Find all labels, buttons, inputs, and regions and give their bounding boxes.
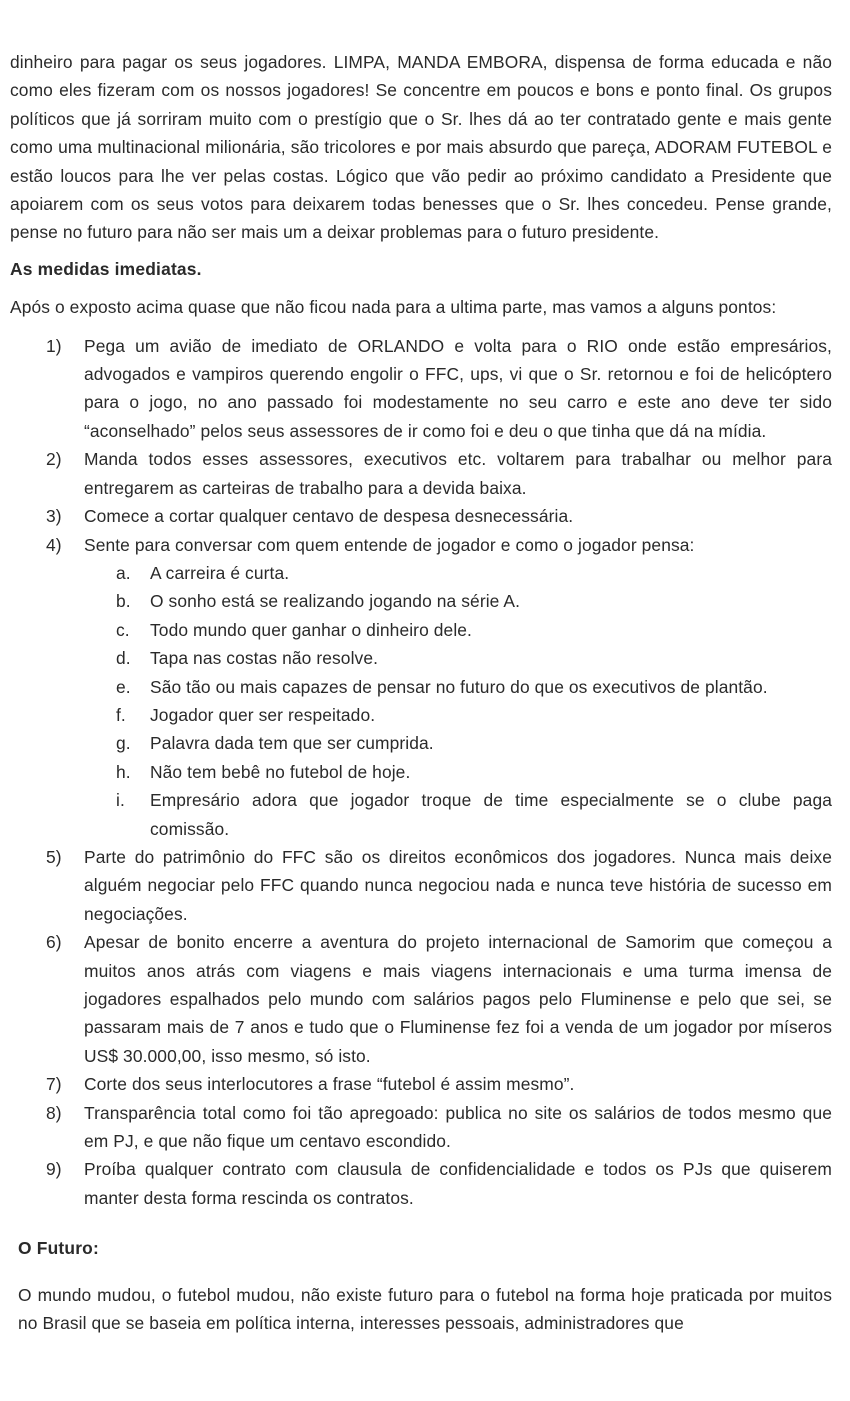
sub-item-text: Jogador quer ser respeitado. xyxy=(150,704,376,725)
sub-item-text: Não tem bebê no futebol de hoje. xyxy=(150,761,411,782)
sub-item-text: São tão ou mais capazes de pensar no futuro do que os executivos de plantão. xyxy=(150,676,768,697)
sub-list-item xyxy=(84,644,832,672)
list-item-number: 6) xyxy=(46,932,62,953)
document-page xyxy=(10,48,832,1337)
section-lead-in: Após o exposto acima quase que não ficou nada para a ultima parte, mas vamos a alguns pontos: xyxy=(10,297,777,318)
sub-item-text: Todo mundo quer ganhar o dinheiro dele. xyxy=(150,619,472,640)
sub-list-item xyxy=(84,587,832,615)
list-item-number: 5) xyxy=(46,846,62,867)
sub-list-item xyxy=(84,673,832,701)
list-item-number: 9) xyxy=(46,1159,62,1180)
futuro-paragraph: O mundo mudou, o futebol mudou, não existe futuro para o futebol na forma hoje praticada por muitos no Brasil que se baseia em política interna, interesses pessoais, administradores que xyxy=(18,1284,832,1334)
sub-list xyxy=(84,559,832,843)
sub-item-letter: e. xyxy=(116,676,131,697)
sub-item-text: O sonho está se realizando jogando na série A. xyxy=(150,591,521,612)
sub-list-item xyxy=(84,701,832,729)
list-item xyxy=(10,531,832,843)
section-heading-futuro: O Futuro: xyxy=(18,1238,100,1259)
list-item-text: Apesar de bonito encerre a aventura do projeto internacional de Samorim que começou a muitos anos atrás com viagens e mais viagens internacionais e uma turma imensa de jogadores espalhados pelo mundo com salários pagos pelo Fluminense e pelo que sei, se passaram mais de 7 anos e tudo que o Fluminense fez foi a venda de um jogador por míseros US$ 30.000,00, isso mesmo, só isto. xyxy=(84,932,832,1066)
list-item-text: Pega um avião de imediato de ORLANDO e volta para o RIO onde estão empresários, advogados e vampiros querendo engolir o FFC, ups, vi que o Sr. retornou e foi de helicóptero para o jogo, no ano passado foi modestamente no seu carro e este ano deve ter sido “aconselhado” pelos seus assessores de ir como foi e deu o que tinha que dá na mídia. xyxy=(84,335,832,441)
sub-item-text: Empresário adora que jogador troque de time especialmente se o clube paga comissão. xyxy=(150,790,832,839)
list-item-text: Proíba qualquer contrato com clausula de confidencialidade e todos os PJs que quiserem manter desta forma rescinda os contratos. xyxy=(84,1159,832,1208)
list-item-text: Manda todos esses assessores, executivos etc. voltarem para trabalhar ou melhor para entregarem as carteiras de trabalho para a devida baixa. xyxy=(84,449,832,498)
list-item-text: Corte dos seus interlocutores a frase “futebol é assim mesmo”. xyxy=(84,1074,575,1095)
list-item xyxy=(10,502,832,530)
sub-list-item xyxy=(84,616,832,644)
list-item xyxy=(10,1070,832,1098)
measures-list xyxy=(10,332,832,1213)
sub-item-text: Tapa nas costas não resolve. xyxy=(150,648,379,669)
sub-item-letter: c. xyxy=(116,619,130,640)
sub-item-letter: a. xyxy=(116,562,131,583)
sub-item-text: Palavra dada tem que ser cumprida. xyxy=(150,733,434,754)
sub-list-item xyxy=(84,729,832,757)
list-item xyxy=(10,1155,832,1212)
sub-list-item xyxy=(84,786,832,843)
list-item-number: 7) xyxy=(46,1074,62,1095)
list-item xyxy=(10,332,832,446)
sub-list-item xyxy=(84,758,832,786)
sub-item-letter: i. xyxy=(116,790,125,811)
sub-list-item xyxy=(84,559,832,587)
list-item xyxy=(10,1099,832,1156)
list-item-text: Comece a cortar qualquer centavo de despesa desnecessária. xyxy=(84,506,574,527)
intro-paragraph: dinheiro para pagar os seus jogadores. LIMPA, MANDA EMBORA, dispensa de forma educada e não como eles fizeram com os nossos jogadores! Se concentre em poucos e bons e ponto final. Os grupos políticos que já sorriram muito com o prestígio que o Sr. lhes dá ao ter contratado gente e mais gente como uma multinacional milionária, são tricolores e por mais absurdo que pareça, ADORAM FUTEBOL e estão loucos para lhe ver pelas costas. Lógico que vão pedir ao próximo candidato a Presidente que apoiarem com os seus votos para deixarem todas benesses que o Sr. lhes concedeu. Pense grande, pense no futuro para não ser mais um a deixar problemas para o futuro presidente. xyxy=(10,52,832,243)
list-item-text: Parte do patrimônio do FFC são os direitos econômicos dos jogadores. Nunca mais deixe alguém negociar pelo FFC quando nunca negociou nada e nunca teve história de sucesso em negociações. xyxy=(84,846,832,924)
sub-item-letter: d. xyxy=(116,648,131,669)
sub-item-letter: b. xyxy=(116,591,131,612)
list-item xyxy=(10,928,832,1070)
sub-item-letter: h. xyxy=(116,761,131,782)
sub-item-letter: f. xyxy=(116,704,126,725)
list-item-text: Sente para conversar com quem entende de jogador e como o jogador pensa: xyxy=(84,534,695,555)
list-item-number: 4) xyxy=(46,534,62,555)
list-item-number: 2) xyxy=(46,449,62,470)
section-heading-medidas: As medidas imediatas. xyxy=(10,258,202,279)
list-item xyxy=(10,843,832,928)
list-item xyxy=(10,445,832,502)
list-item-text: Transparência total como foi tão apregoado: publica no site os salários de todos mesmo que em PJ, e que não fique um centavo escondido. xyxy=(84,1102,832,1152)
list-item-number: 3) xyxy=(46,506,62,527)
sub-item-text: A carreira é curta. xyxy=(150,562,290,583)
sub-item-letter: g. xyxy=(116,733,131,754)
list-item-number: 1) xyxy=(46,335,62,356)
list-item-number: 8) xyxy=(46,1102,62,1123)
